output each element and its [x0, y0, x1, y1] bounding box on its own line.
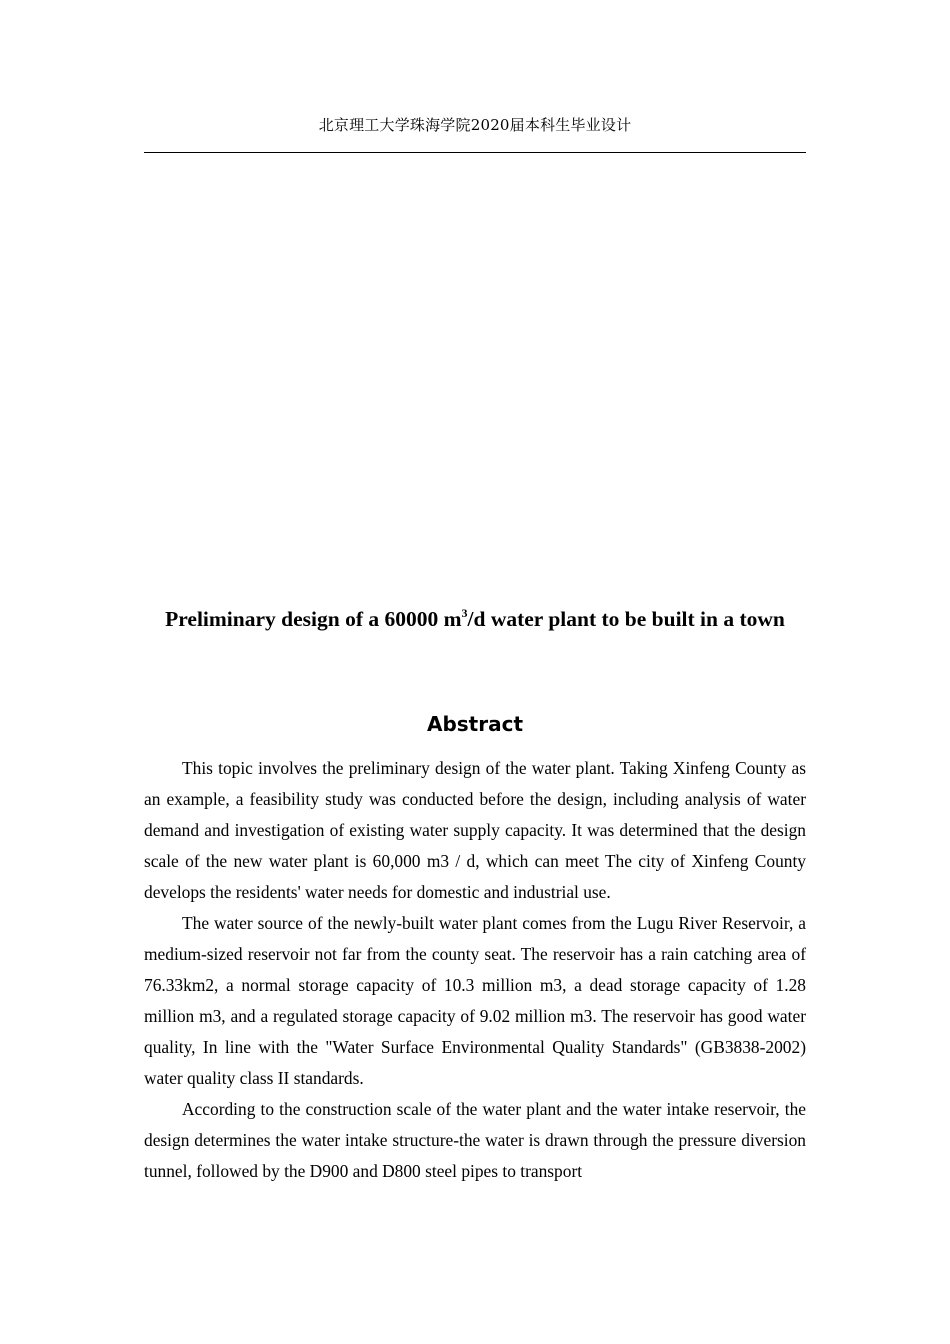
- title-text-rest: /d water plant to be built in a town: [467, 607, 785, 631]
- abstract-paragraph: The water source of the newly-built water plant comes from the Lugu River Reservoir, a medium-sized reservoir not far from the county seat. The reservoir has a rain catching area of 76.33km2, a normal storage capacity of 10.3 million m3, a dead storage capacity of 1.28 million m3, and a regulated storage capacity of 9.02 million m3. The reservoir has good water quality, In line with the "Water Surface Environmental Quality Standards" (GB3838-2002) water quality class II standards.: [144, 913, 806, 1088]
- header-divider: [144, 152, 806, 153]
- document-title: [144, 588, 806, 650]
- abstract-heading: Abstract: [426, 712, 524, 736]
- abstract-body: [144, 753, 806, 1187]
- abstract-paragraph: This topic involves the preliminary design of the water plant. Taking Xinfeng County as an example, a feasibility study was conducted before the design, including analysis of water demand and investigation of existing water supply capacity. It was determined that the design scale of the new water plant is 60,000 m3 / d, which can meet The city of Xinfeng County develops the residents' water needs for domestic and industrial use.: [144, 758, 806, 902]
- title-superscript: 3: [461, 606, 468, 620]
- title-text-main: Preliminary design of a 60000 m: [165, 607, 462, 631]
- abstract-paragraph: According to the construction scale of the water plant and the water intake reservoir, the design determines the water intake structure-the water is drawn through the pressure diversion tunnel, followed by the D900 and D800 steel pipes to transport: [144, 1099, 806, 1181]
- page-header: 北京理工大学珠海学院2020届本科生毕业设计: [318, 116, 632, 134]
